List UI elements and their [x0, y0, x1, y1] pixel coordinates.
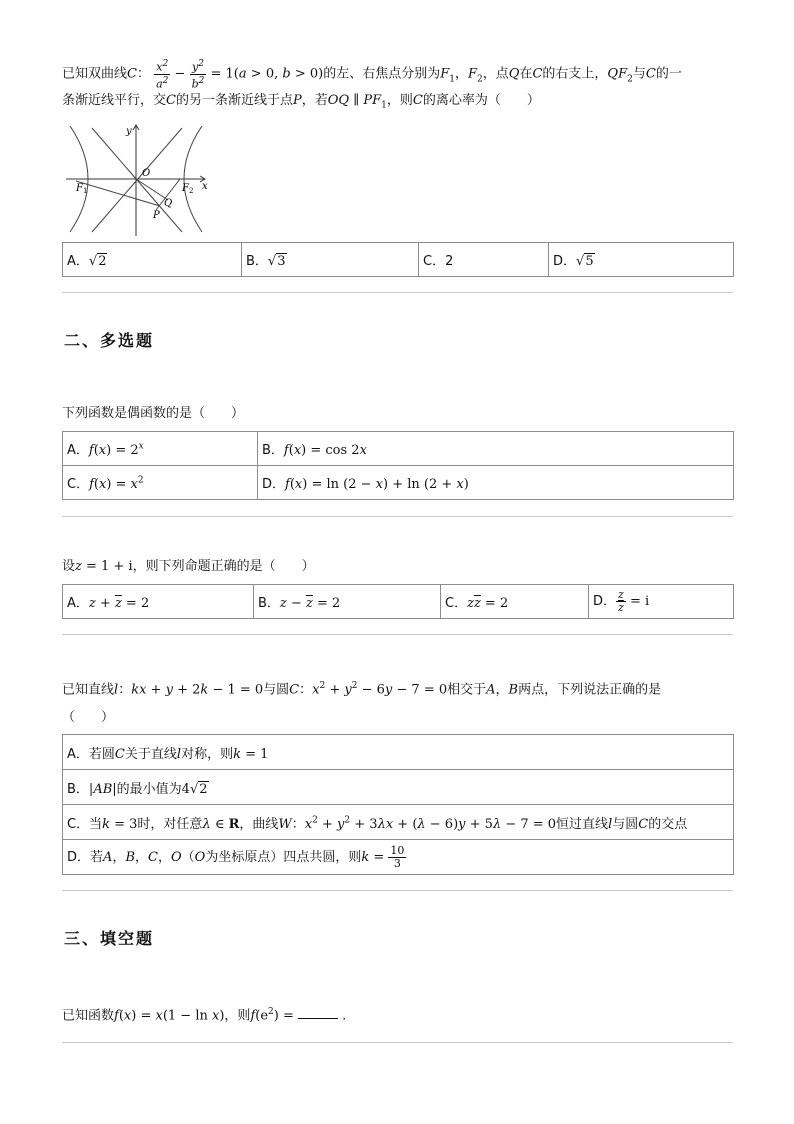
- options-circle: [62, 734, 734, 875]
- option-D[interactable]: D．若A，B，C，O（O为坐标原点）四点共圆，则k = $\frac{10}{3}$: [63, 840, 734, 875]
- options-hyperbola: [62, 242, 734, 277]
- option-C[interactable]: C．$f(x) = x^2$: [63, 466, 258, 500]
- option-C[interactable]: C．$z\overline{z} = 2$: [441, 585, 589, 619]
- option-C[interactable]: C．当k = 3时，对任意λ ∈ R，曲线W：$x^2 + y^2 + 3\lambda x + (\lambda - 6)y + 5\lambda - 7 = 0$恒过直线l与圆C的交点: [63, 805, 734, 840]
- label-O: O: [142, 168, 151, 179]
- question-even-function: 下列函数是偶函数的是（ ）: [62, 406, 245, 421]
- divider: [62, 516, 733, 517]
- option-A[interactable]: A．$z + \overline{z} = 2$: [63, 585, 254, 619]
- label-y: y: [126, 126, 132, 137]
- divider: [62, 890, 733, 891]
- label-x: x: [202, 181, 208, 192]
- label-Q: Q: [164, 198, 173, 209]
- option-B[interactable]: B．$z - \overline{z} = 2$: [254, 585, 441, 619]
- divider: [62, 292, 733, 293]
- divider: [62, 634, 733, 635]
- option-A[interactable]: A．若圆C关于直线l对称，则k = 1: [63, 735, 734, 770]
- question-hyperbola-line1: 已知双曲线C： $\frac{x^2}{a^2}$ − $\frac{y^2}{b^2}$ = 1(a > 0, b > 0)的左、右焦点分别为$F_1$，$F_2$，点Q在C的右支上，$QF_2$与C的一: [62, 59, 682, 91]
- question-fill: 已知函数f(x) = x(1 − ln x)，则$f(e^2)$ = .: [62, 1007, 347, 1024]
- option-A[interactable]: A．√2: [63, 243, 242, 277]
- hyperbola-figure: [64, 120, 214, 238]
- option-C[interactable]: C．2: [419, 243, 549, 277]
- options-complex: [62, 584, 734, 619]
- option-D[interactable]: D． $\frac{z}{z}$ = i: [589, 585, 734, 619]
- label-F2: $F_2$: [182, 183, 194, 195]
- option-B[interactable]: B．√3: [242, 243, 419, 277]
- answer-blank[interactable]: [298, 1006, 338, 1019]
- question-circle-line2: （ ）: [62, 710, 115, 725]
- y2-over-b2: $\frac{y^2}{b^2}$: [191, 59, 205, 91]
- question-circle-line1: 已知直线l：kx + y + 2k − 1 = 0与圆C：$x^2 + y^2 - 6y - 7 = 0$相交于A，B两点，下列说法正确的是: [62, 681, 662, 698]
- section-title-fill-in: 三、填空题: [64, 929, 155, 948]
- x2-over-a2: $\frac{x^2}{a^2}$: [156, 59, 169, 91]
- section-title-multiple-choice: 二、多选题: [64, 331, 155, 350]
- option-B[interactable]: B．f(x) = cos 2x: [258, 432, 734, 466]
- label-P: P: [153, 210, 160, 221]
- label-F1: $F_1$: [76, 183, 88, 195]
- question-complex: 设z = 1 + i，则下列命题正确的是（ ）: [62, 559, 315, 574]
- divider: [62, 1042, 733, 1043]
- options-even-function: [62, 431, 734, 500]
- option-A[interactable]: A．$f(x) = 2^x$: [63, 432, 258, 466]
- option-B[interactable]: B．|AB|的最小值为4√2: [63, 770, 734, 805]
- question-hyperbola-line2: 条渐近线平行，交C的另一条渐近线于点P，若OQ ∥ $PF_1$，则C的离心率为（ ）: [62, 93, 540, 111]
- option-D[interactable]: D．√5: [549, 243, 734, 277]
- option-D[interactable]: D．f(x) = ln (2 − x) + ln (2 + x): [258, 466, 734, 500]
